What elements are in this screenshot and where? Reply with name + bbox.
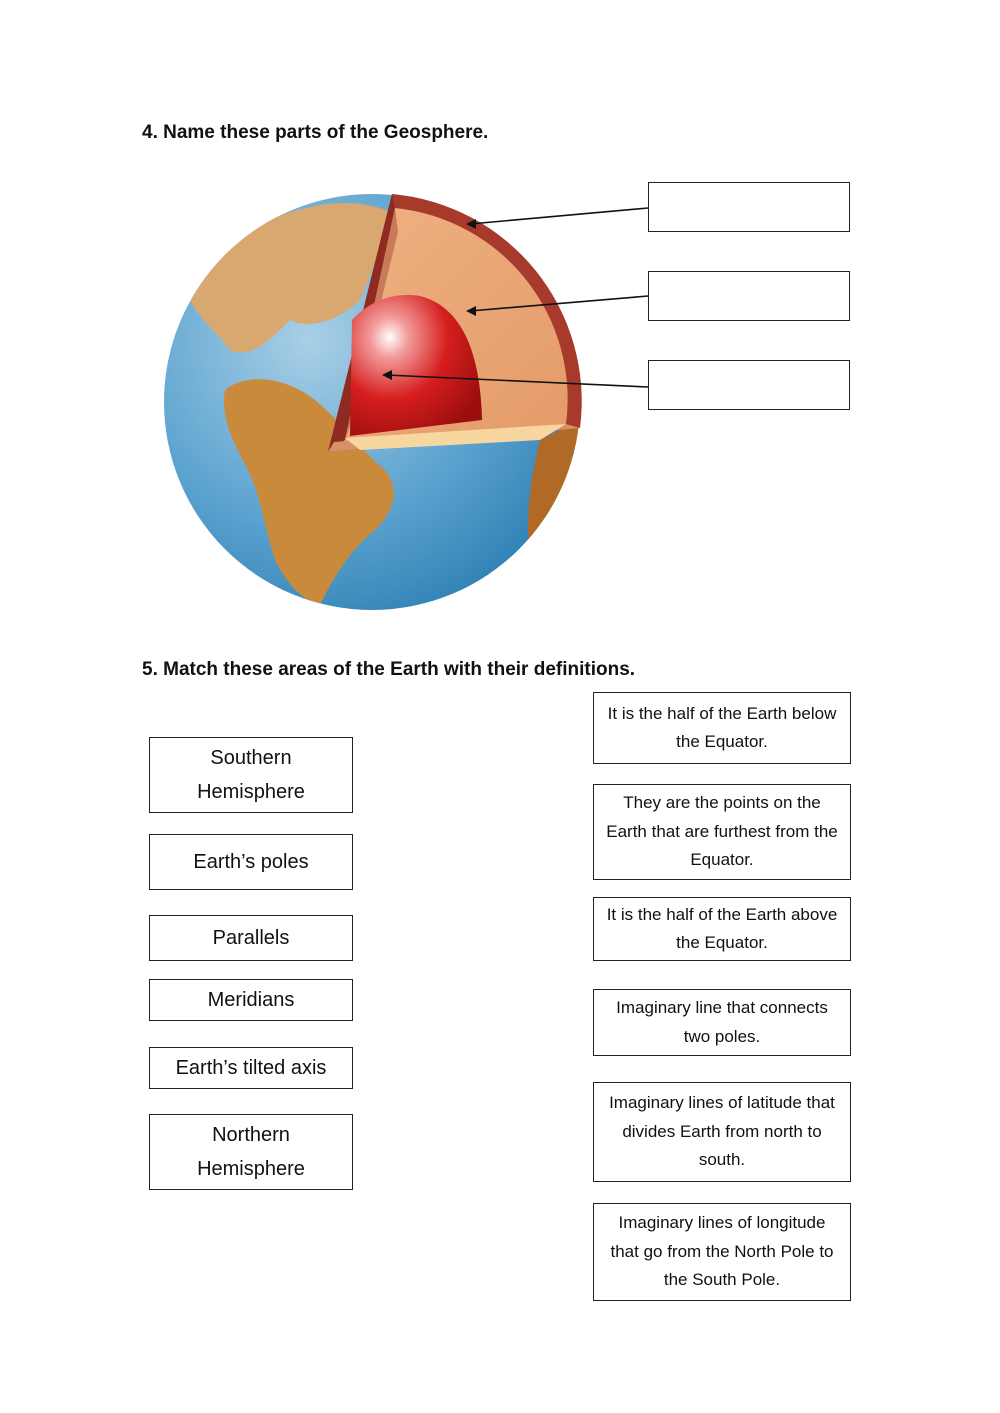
definition-furthest-points[interactable]: They are the points on the Earth that are furthest from the Equator. xyxy=(593,784,851,880)
definition-latitude-lines[interactable]: Imaginary lines of latitude that divides Earth from north to south. xyxy=(593,1082,851,1182)
answer-box-crust[interactable] xyxy=(648,182,850,232)
term-meridians[interactable]: Meridians xyxy=(149,979,353,1021)
question-5-title: 5. Match these areas of the Earth with their definitions. xyxy=(142,659,636,680)
definition-above-equator[interactable]: It is the half of the Earth above the Equator. xyxy=(593,897,851,961)
earth-layers-diagram xyxy=(0,0,1000,640)
definition-longitude-lines[interactable]: Imaginary lines of longitude that go from the North Pole to the South Pole. xyxy=(593,1203,851,1301)
definition-connects-poles[interactable]: Imaginary line that connects two poles. xyxy=(593,989,851,1056)
term-parallels[interactable]: Parallels xyxy=(149,915,353,961)
term-earths-tilted-axis[interactable]: Earth’s tilted axis xyxy=(149,1047,353,1089)
term-northern-hemisphere[interactable]: Northern Hemisphere xyxy=(149,1114,353,1190)
pointer-crust xyxy=(470,208,648,224)
question-4-title: 4. Name these parts of the Geosphere. xyxy=(142,122,489,143)
term-southern-hemisphere[interactable]: Southern Hemisphere xyxy=(149,737,353,813)
answer-box-core[interactable] xyxy=(648,360,850,410)
definition-below-equator[interactable]: It is the half of the Earth below the Equator. xyxy=(593,692,851,764)
term-earths-poles[interactable]: Earth’s poles xyxy=(149,834,353,890)
earth-illustration xyxy=(0,0,1000,640)
answer-box-mantle[interactable] xyxy=(648,271,850,321)
